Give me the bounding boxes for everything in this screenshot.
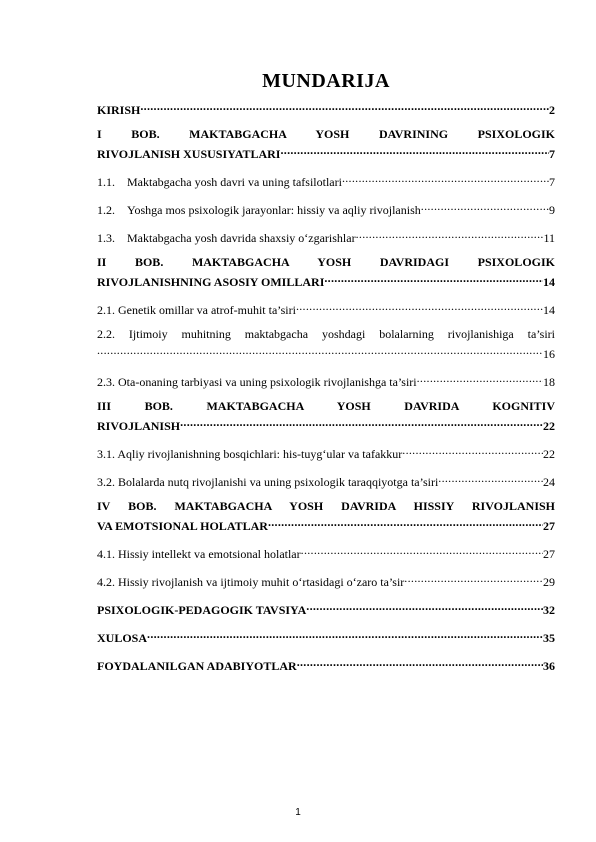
toc-entry-3-2[interactable] — [97, 470, 555, 490]
toc-entry-label: II BOB. MAKTABGACHA YOSH DAVRIDAGI PSIXOLOGIK — [97, 255, 555, 269]
toc-entry-kirish[interactable] — [97, 98, 555, 118]
toc-page-number: 32 — [543, 603, 555, 617]
toc-entry-label: Maktabgacha yosh davrida shaxsiy oʻzgarishlar — [127, 231, 356, 245]
toc-entry-label-continued: RIVOJLANISHNING ASOSIY OMILLARI — [97, 275, 325, 289]
section-number: 1.3. — [97, 231, 115, 245]
toc-entry-3-1[interactable] — [97, 442, 555, 462]
dot-leader — [421, 198, 549, 214]
dot-leader — [404, 570, 543, 586]
toc-entry-chapter-3[interactable] — [97, 398, 555, 434]
toc-entry-label: 2.2. Ijtimoiy muhitning maktabgacha yoshdagi bolalarning rivojlanishiga ta’siri — [97, 327, 555, 341]
dot-leader — [342, 170, 549, 186]
toc-entry-label: 4.2. Hissiy rivojlanish va ijtimoiy muhit oʻrtasidagi oʻzaro ta’sir — [97, 575, 405, 589]
toc-entry-label-continued: VA EMOTSIONAL HOLATLAR — [97, 519, 268, 533]
toc-page-number: 7 — [549, 147, 555, 161]
toc-entry-xulosa[interactable] — [97, 626, 555, 646]
toc-entry-4-2[interactable] — [97, 570, 555, 590]
dot-leader — [301, 542, 543, 558]
toc-entry-4-1[interactable] — [97, 542, 555, 562]
toc-entry-2-3[interactable] — [97, 370, 555, 390]
toc-page-number: 11 — [543, 231, 555, 245]
toc-entry-label: FOYDALANILGAN ADABIYOTLAR — [97, 659, 297, 673]
toc-entry-label: 4.1. Hissiy intellekt va emotsional holatlar — [97, 547, 301, 561]
toc-entry-label: Maktabgacha yosh davri va uning tafsilotlari — [127, 175, 342, 189]
dot-leader — [324, 270, 543, 286]
toc-page-number: 7 — [549, 175, 555, 189]
toc-entry-label-continued: RIVOJLANISH — [97, 419, 181, 433]
toc-entry-label: Yoshga mos psixologik jarayonlar: hissiy va aqliy rivojlanish — [127, 203, 421, 217]
toc-entry-2-2[interactable] — [97, 326, 555, 362]
toc-entry-label: IV BOB. MAKTABGACHA YOSH DAVRIDA HISSIY RIVOJLANISH — [97, 499, 555, 513]
dot-leader — [356, 226, 544, 242]
page-title: MUNDARIJA — [262, 70, 390, 92]
toc-page-number: 24 — [543, 475, 555, 489]
section-number: 1.2. — [97, 203, 115, 217]
toc-entry-label: I BOB. MAKTABGACHA YOSH DAVRINING PSIXOLOGIK — [97, 127, 555, 141]
toc-page-number: 29 — [543, 575, 555, 589]
toc-entry-1-3[interactable] — [97, 226, 555, 246]
toc-entry-label: III BOB. MAKTABGACHA YOSH DAVRIDA KOGNITIV — [97, 399, 555, 413]
dot-leader — [402, 442, 543, 458]
toc-page-number: 9 — [549, 203, 555, 217]
toc-entry-adabiyotlar[interactable] — [97, 654, 555, 674]
section-number: 1.1. — [97, 175, 115, 189]
toc-entry-label-continued: RIVOJLANISH XUSUSIYATLARI — [97, 147, 281, 161]
dot-leader — [297, 654, 543, 670]
toc-page-number: 14 — [543, 275, 555, 289]
table-of-contents — [97, 68, 555, 682]
toc-entry-label: XULOSA — [97, 631, 148, 645]
dot-leader — [306, 598, 543, 614]
toc-entry-chapter-1[interactable] — [97, 126, 555, 162]
dot-leader — [438, 470, 543, 486]
dot-leader — [280, 142, 549, 158]
toc-entry-2-1[interactable] — [97, 298, 555, 318]
footer-page-number: 1 — [295, 807, 301, 818]
toc-entry-tavsiya[interactable] — [97, 598, 555, 618]
dot-leader — [140, 98, 549, 114]
toc-page-number: 22 — [543, 447, 555, 461]
dot-leader — [180, 414, 543, 430]
toc-page-number: 35 — [543, 631, 555, 645]
toc-entry-chapter-4[interactable] — [97, 498, 555, 534]
toc-page-number: 36 — [543, 659, 555, 673]
toc-entry-label: KIRISH — [97, 103, 141, 117]
toc-entry-chapter-2[interactable] — [97, 254, 555, 290]
dot-leader — [97, 342, 543, 358]
dot-leader — [147, 626, 543, 642]
toc-entry-label: 3.1. Aqliy rivojlanishning bosqichlari: his-tuygʻular va tafakkur — [97, 447, 403, 461]
toc-entry-1-2[interactable] — [97, 198, 555, 218]
toc-page-number: 22 — [543, 419, 555, 433]
dot-leader — [268, 514, 543, 530]
toc-page-number: 27 — [543, 547, 555, 561]
toc-entry-label: 3.2. Bolalarda nutq rivojlanishi va uning psixologik taraqqiyotga ta’siri — [97, 475, 439, 489]
toc-entry-label: 2.1. Genetik omillar va atrof-muhit ta’siri — [97, 303, 296, 317]
dot-leader — [296, 298, 543, 314]
toc-page-number: 16 — [543, 347, 555, 361]
toc-entry-label: 2.3. Ota-onaning tarbiyasi va uning psixologik rivojlanishga ta’siri — [97, 375, 417, 389]
toc-page-number: 2 — [549, 103, 555, 117]
toc-page-number: 18 — [543, 375, 555, 389]
toc-page-number: 27 — [543, 519, 555, 533]
toc-page-number: 14 — [543, 303, 555, 317]
toc-entry-1-1[interactable] — [97, 170, 555, 190]
toc-entry-label: PSIXOLOGIK-PEDAGOGIK TAVSIYA — [97, 603, 307, 617]
dot-leader — [417, 370, 543, 386]
